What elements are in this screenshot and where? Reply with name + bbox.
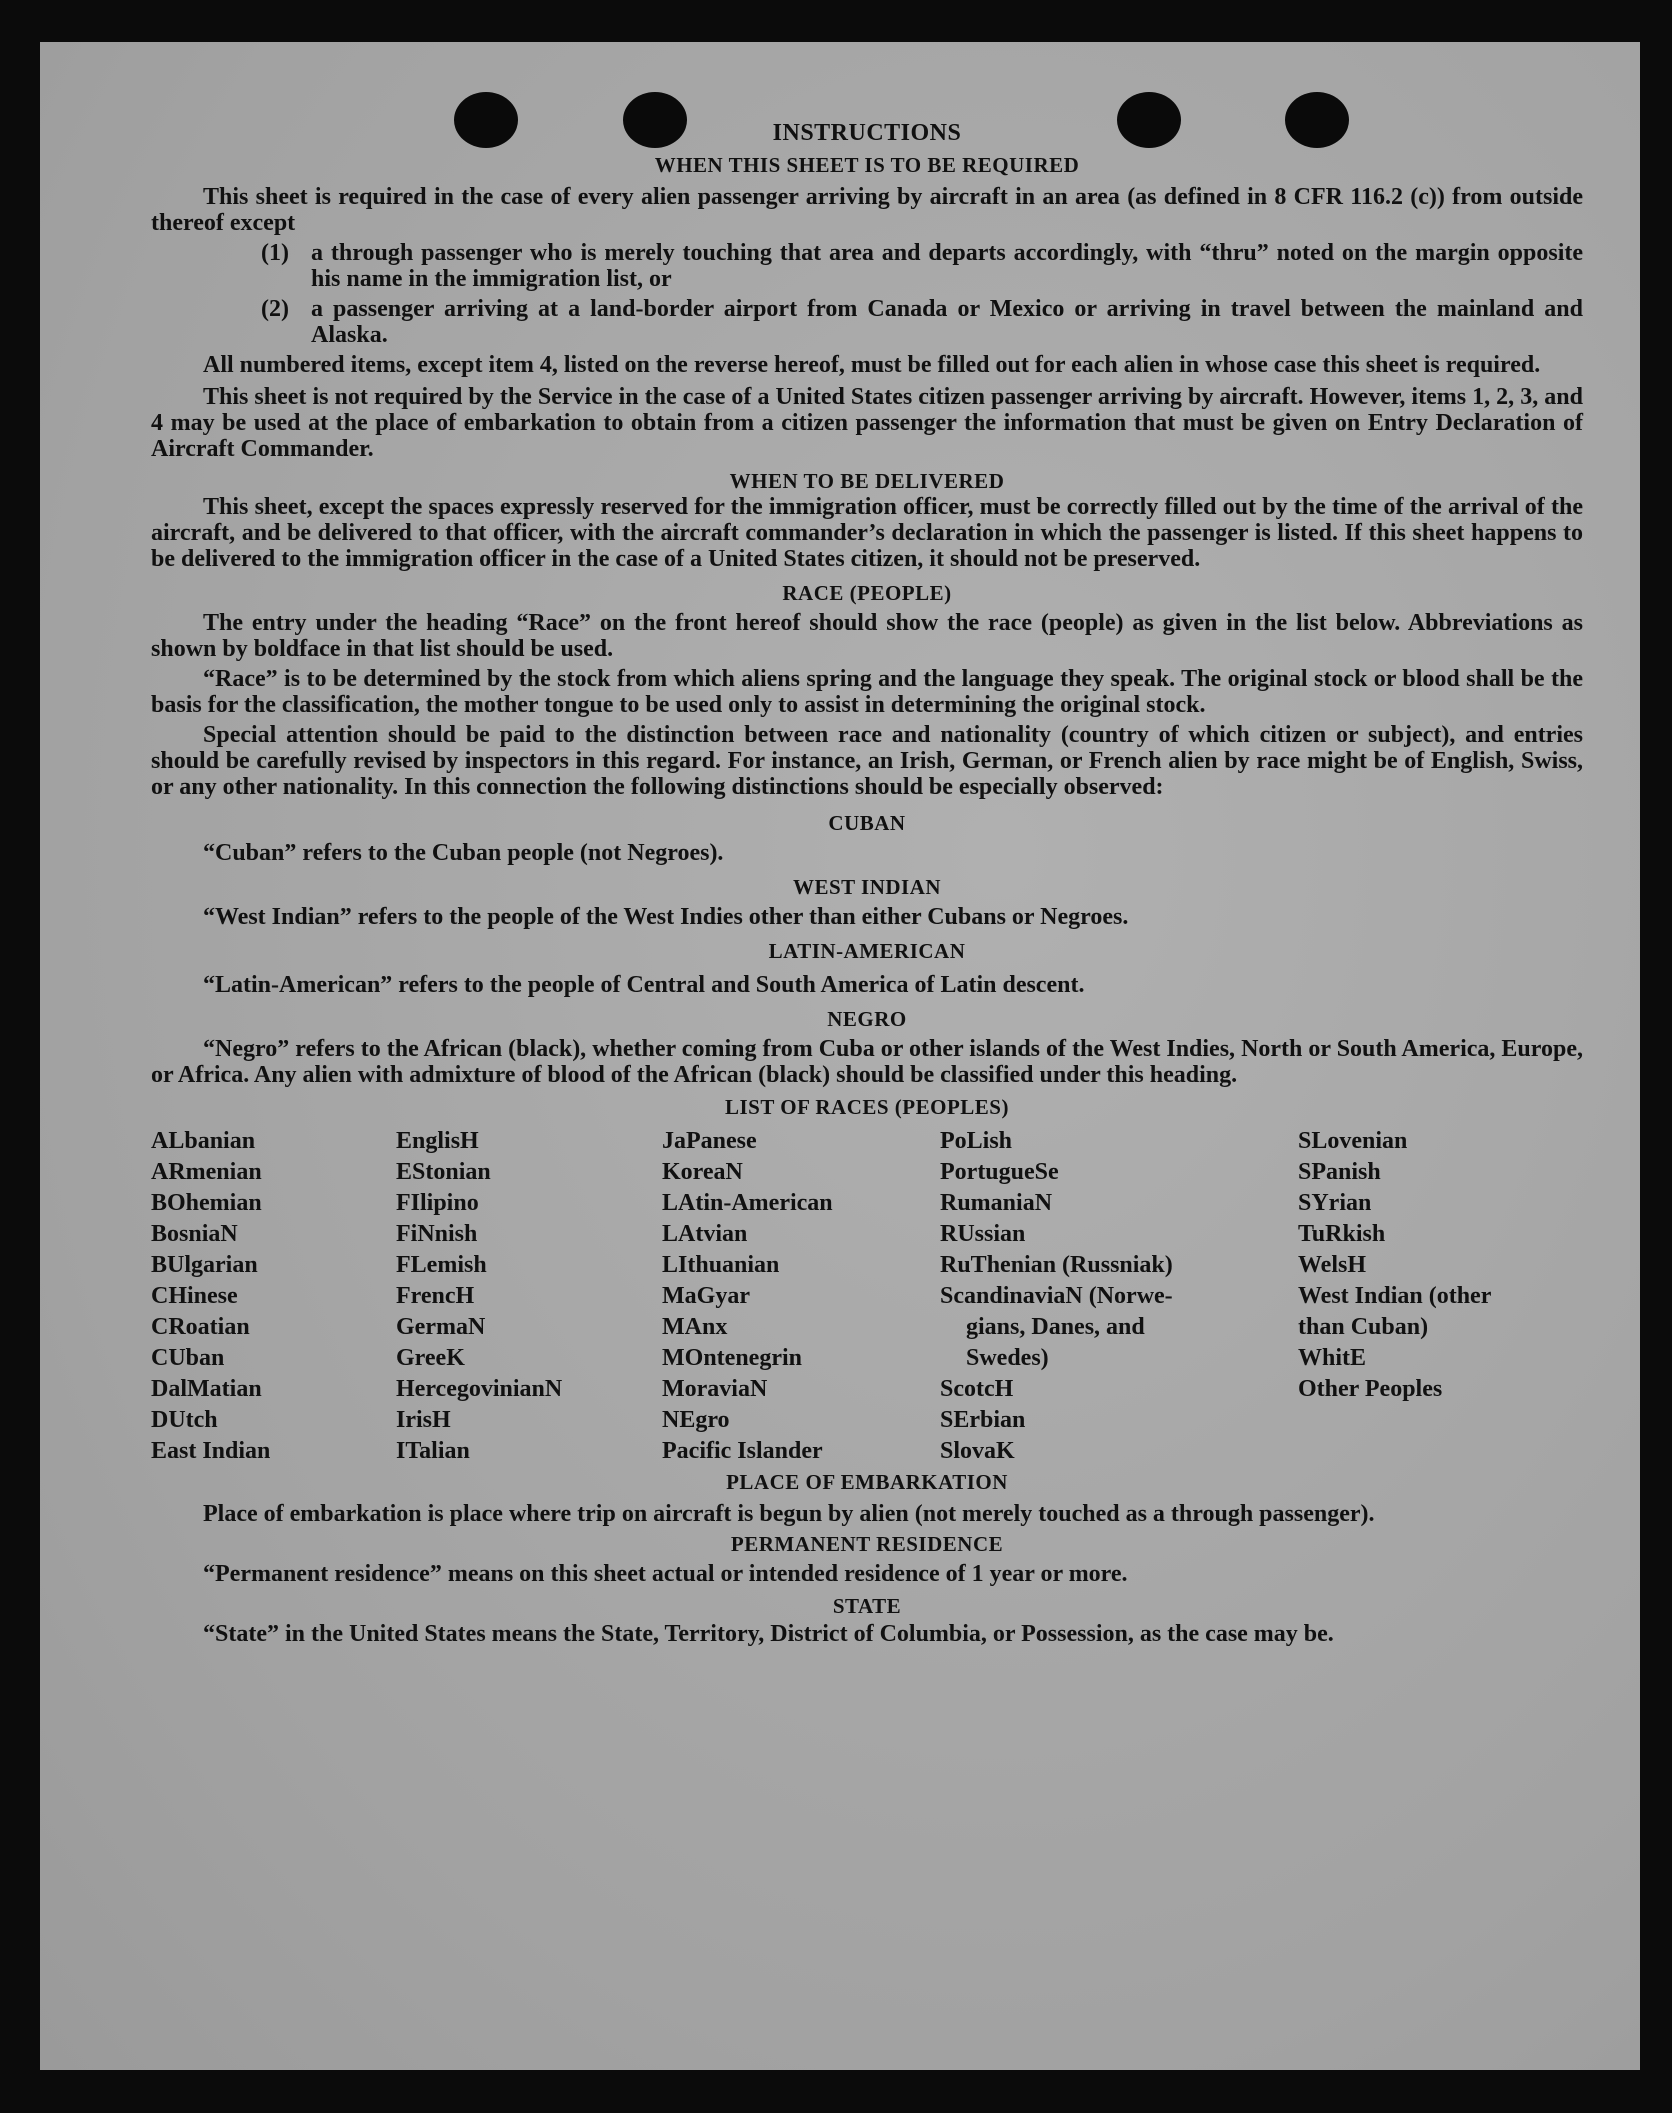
race-entry: RuThenian (Russniak) — [940, 1252, 1173, 1278]
heading-negro: NEGRO — [827, 1007, 907, 1031]
race-entry: CUban — [151, 1345, 225, 1371]
races-table — [151, 1126, 1583, 1467]
exception-item: (1) a through passenger who is merely touching that area and departs accordingly, with “thru” noted on the margin opposite his name in the immigration list, or — [261, 240, 1583, 292]
race-entry: KoreaN — [662, 1159, 743, 1185]
race-entry: PortugueSe — [940, 1159, 1059, 1185]
heading-race: RACE (PEOPLE) — [782, 581, 952, 605]
race-entry: NEgro — [662, 1407, 730, 1433]
race-entry: CHinese — [151, 1283, 238, 1309]
race-entry: than Cuban) — [1298, 1314, 1429, 1340]
race-entry: gians, Danes, and — [966, 1314, 1145, 1340]
race-entry: GreeK — [396, 1345, 465, 1371]
race-entry: SYrian — [1298, 1190, 1372, 1216]
permanent-residence-text: “Permanent residence” means on this sheet actual or intended residence of 1 year or more. — [203, 1561, 1128, 1587]
races-column — [940, 1126, 1298, 1467]
race-entry: RumaniaN — [940, 1190, 1053, 1216]
race-entry: FIlipino — [396, 1190, 479, 1216]
race-paragraph-3: Special attention should be paid to the distinction between race and nationality (country of which citizen or subject), and entries should be carefully revised by inspectors in this regard. For instance, an Irish, German, or French alien by race might be of English, Swiss, or any other nationality. In this connection the following distinctions should be especially observed: — [151, 722, 1583, 800]
negro-text: “Negro” refers to the African (black), whether coming from Cuba or other islands of the West Indies, North or South America, Europe, or Africa. Any alien with admixture of blood of the African (black) should be classified under this heading. — [151, 1036, 1583, 1088]
exception-item: (2) a passenger arriving at a land-border airport from Canada or Mexico or arriving in travel between the mainland and Alaska. — [261, 296, 1583, 348]
state-text: “State” in the United States means the State, Territory, District of Columbia, or Possession, as the case may be. — [203, 1621, 1334, 1647]
heading-when-required: WHEN THIS SHEET IS TO BE REQUIRED — [654, 153, 1080, 177]
race-entry: PoLish — [940, 1128, 1013, 1154]
race-entry: Other Peoples — [1298, 1376, 1443, 1402]
race-entry: SErbian — [940, 1407, 1026, 1433]
race-entry: ITalian — [396, 1438, 470, 1464]
race-entry: Pacific Islander — [662, 1438, 823, 1464]
race-entry: HercegovinianN — [396, 1376, 563, 1402]
when-delivered-text: This sheet, except the spaces expressly reserved for the immigration officer, must be correctly filled out by the time of the arrival of the aircraft, and be delivered to that officer, with the aircraft commander’s declaration in which the passenger is listed. If this sheet happens to be delivered to the immigration officer in the case of a United States citizen, it should not be preserved. — [151, 494, 1583, 572]
race-entry: ARmenian — [151, 1159, 262, 1185]
race-entry: SLovenian — [1298, 1128, 1408, 1154]
heading-west-indian: WEST INDIAN — [792, 875, 942, 899]
race-entry: MoraviaN — [662, 1376, 768, 1402]
race-entry: MaGyar — [662, 1283, 750, 1309]
race-entry: ScandinaviaN (Norwe- — [940, 1283, 1173, 1309]
heading-permanent-residence: PERMANENT RESIDENCE — [730, 1532, 1004, 1556]
cuban-text: “Cuban” refers to the Cuban people (not Negroes). — [203, 840, 724, 866]
when-required-intro: This sheet is required in the case of every alien passenger arriving by aircraft in an area (as defined in 8 CFR 116.2 (c)) from outside thereof except — [151, 184, 1583, 236]
race-entry: LIthuanian — [662, 1252, 780, 1278]
race-entry: MAnx — [662, 1314, 728, 1340]
numbered-items-paragraph: All numbered items, except item 4, listed on the reverse hereof, must be filled out for each alien in whose case this sheet is required. — [203, 352, 1541, 378]
race-entry: BosniaN — [151, 1221, 238, 1247]
document-sheet — [40, 42, 1640, 2070]
race-entry: TuRkish — [1298, 1221, 1386, 1247]
heading-cuban: CUBAN — [828, 811, 906, 835]
heading-state: STATE — [832, 1594, 902, 1618]
races-column — [662, 1126, 940, 1467]
race-entry: CRoatian — [151, 1314, 250, 1340]
race-entry: West Indian (other — [1298, 1283, 1492, 1309]
race-entry: GermaN — [396, 1314, 486, 1340]
race-paragraph-1: The entry under the heading “Race” on the front hereof should show the race (people) as given in the list below. Abbreviations as shown by boldface in that list should be used. — [151, 610, 1583, 662]
race-entry: East Indian — [151, 1438, 271, 1464]
west-indian-text: “West Indian” refers to the people of the West Indies other than either Cubans or Negroes. — [203, 904, 1129, 930]
race-entry: LAtvian — [662, 1221, 748, 1247]
page-title: INSTRUCTIONS — [772, 120, 962, 146]
instructions-content — [151, 120, 1583, 1647]
race-entry: JaPanese — [662, 1128, 757, 1154]
citizen-paragraph: This sheet is not required by the Service in the case of a United States citizen passenger arriving by aircraft. However, items 1, 2, 3, and 4 may be used at the place of embarkation to obtain from a citizen passenger the information that must be given on Entry Declaration of Aircraft Commander. — [151, 384, 1583, 462]
race-entry: RUssian — [940, 1221, 1026, 1247]
races-column — [151, 1126, 396, 1467]
heading-when-delivered: WHEN TO BE DELIVERED — [729, 469, 1005, 493]
race-entry: WhitE — [1298, 1345, 1367, 1371]
race-entry: FLemish — [396, 1252, 487, 1278]
race-entry: SPanish — [1298, 1159, 1381, 1185]
race-entry: BOhemian — [151, 1190, 262, 1216]
races-column — [396, 1126, 662, 1467]
race-entry: BUlgarian — [151, 1252, 258, 1278]
race-entry: EStonian — [396, 1159, 491, 1185]
races-column — [1298, 1126, 1583, 1467]
race-paragraph-2: “Race” is to be determined by the stock from which aliens spring and the language they speak. The original stock or blood shall be the basis for the classification, the mother tongue to be used only to assist in determining the original stock. — [151, 666, 1583, 718]
race-entry: EnglisH — [396, 1128, 479, 1154]
heading-list-of-races: LIST OF RACES (PEOPLES) — [725, 1095, 1009, 1119]
race-entry: ScotcH — [940, 1376, 1014, 1402]
race-entry: DalMatian — [151, 1376, 262, 1402]
race-entry: MOntenegrin — [662, 1345, 802, 1371]
race-entry: IrisH — [396, 1407, 451, 1433]
race-entry: LAtin-American — [662, 1190, 833, 1216]
race-entry: ALbanian — [151, 1128, 256, 1154]
race-entry: FrencH — [396, 1283, 475, 1309]
race-entry: SlovaK — [940, 1438, 1015, 1464]
race-entry: WelsH — [1298, 1252, 1367, 1278]
heading-latin-american: LATIN-AMERICAN — [768, 939, 966, 963]
race-entry: FiNnish — [396, 1221, 478, 1247]
embarkation-text: Place of embarkation is place where trip on aircraft is begun by alien (not merely touched as a through passenger). — [203, 1501, 1375, 1527]
heading-embarkation: PLACE OF EMBARKATION — [726, 1470, 1008, 1494]
race-entry: DUtch — [151, 1407, 218, 1433]
race-entry: Swedes) — [966, 1345, 1049, 1371]
latin-american-text: “Latin-American” refers to the people of Central and South America of Latin descent. — [203, 972, 1085, 998]
